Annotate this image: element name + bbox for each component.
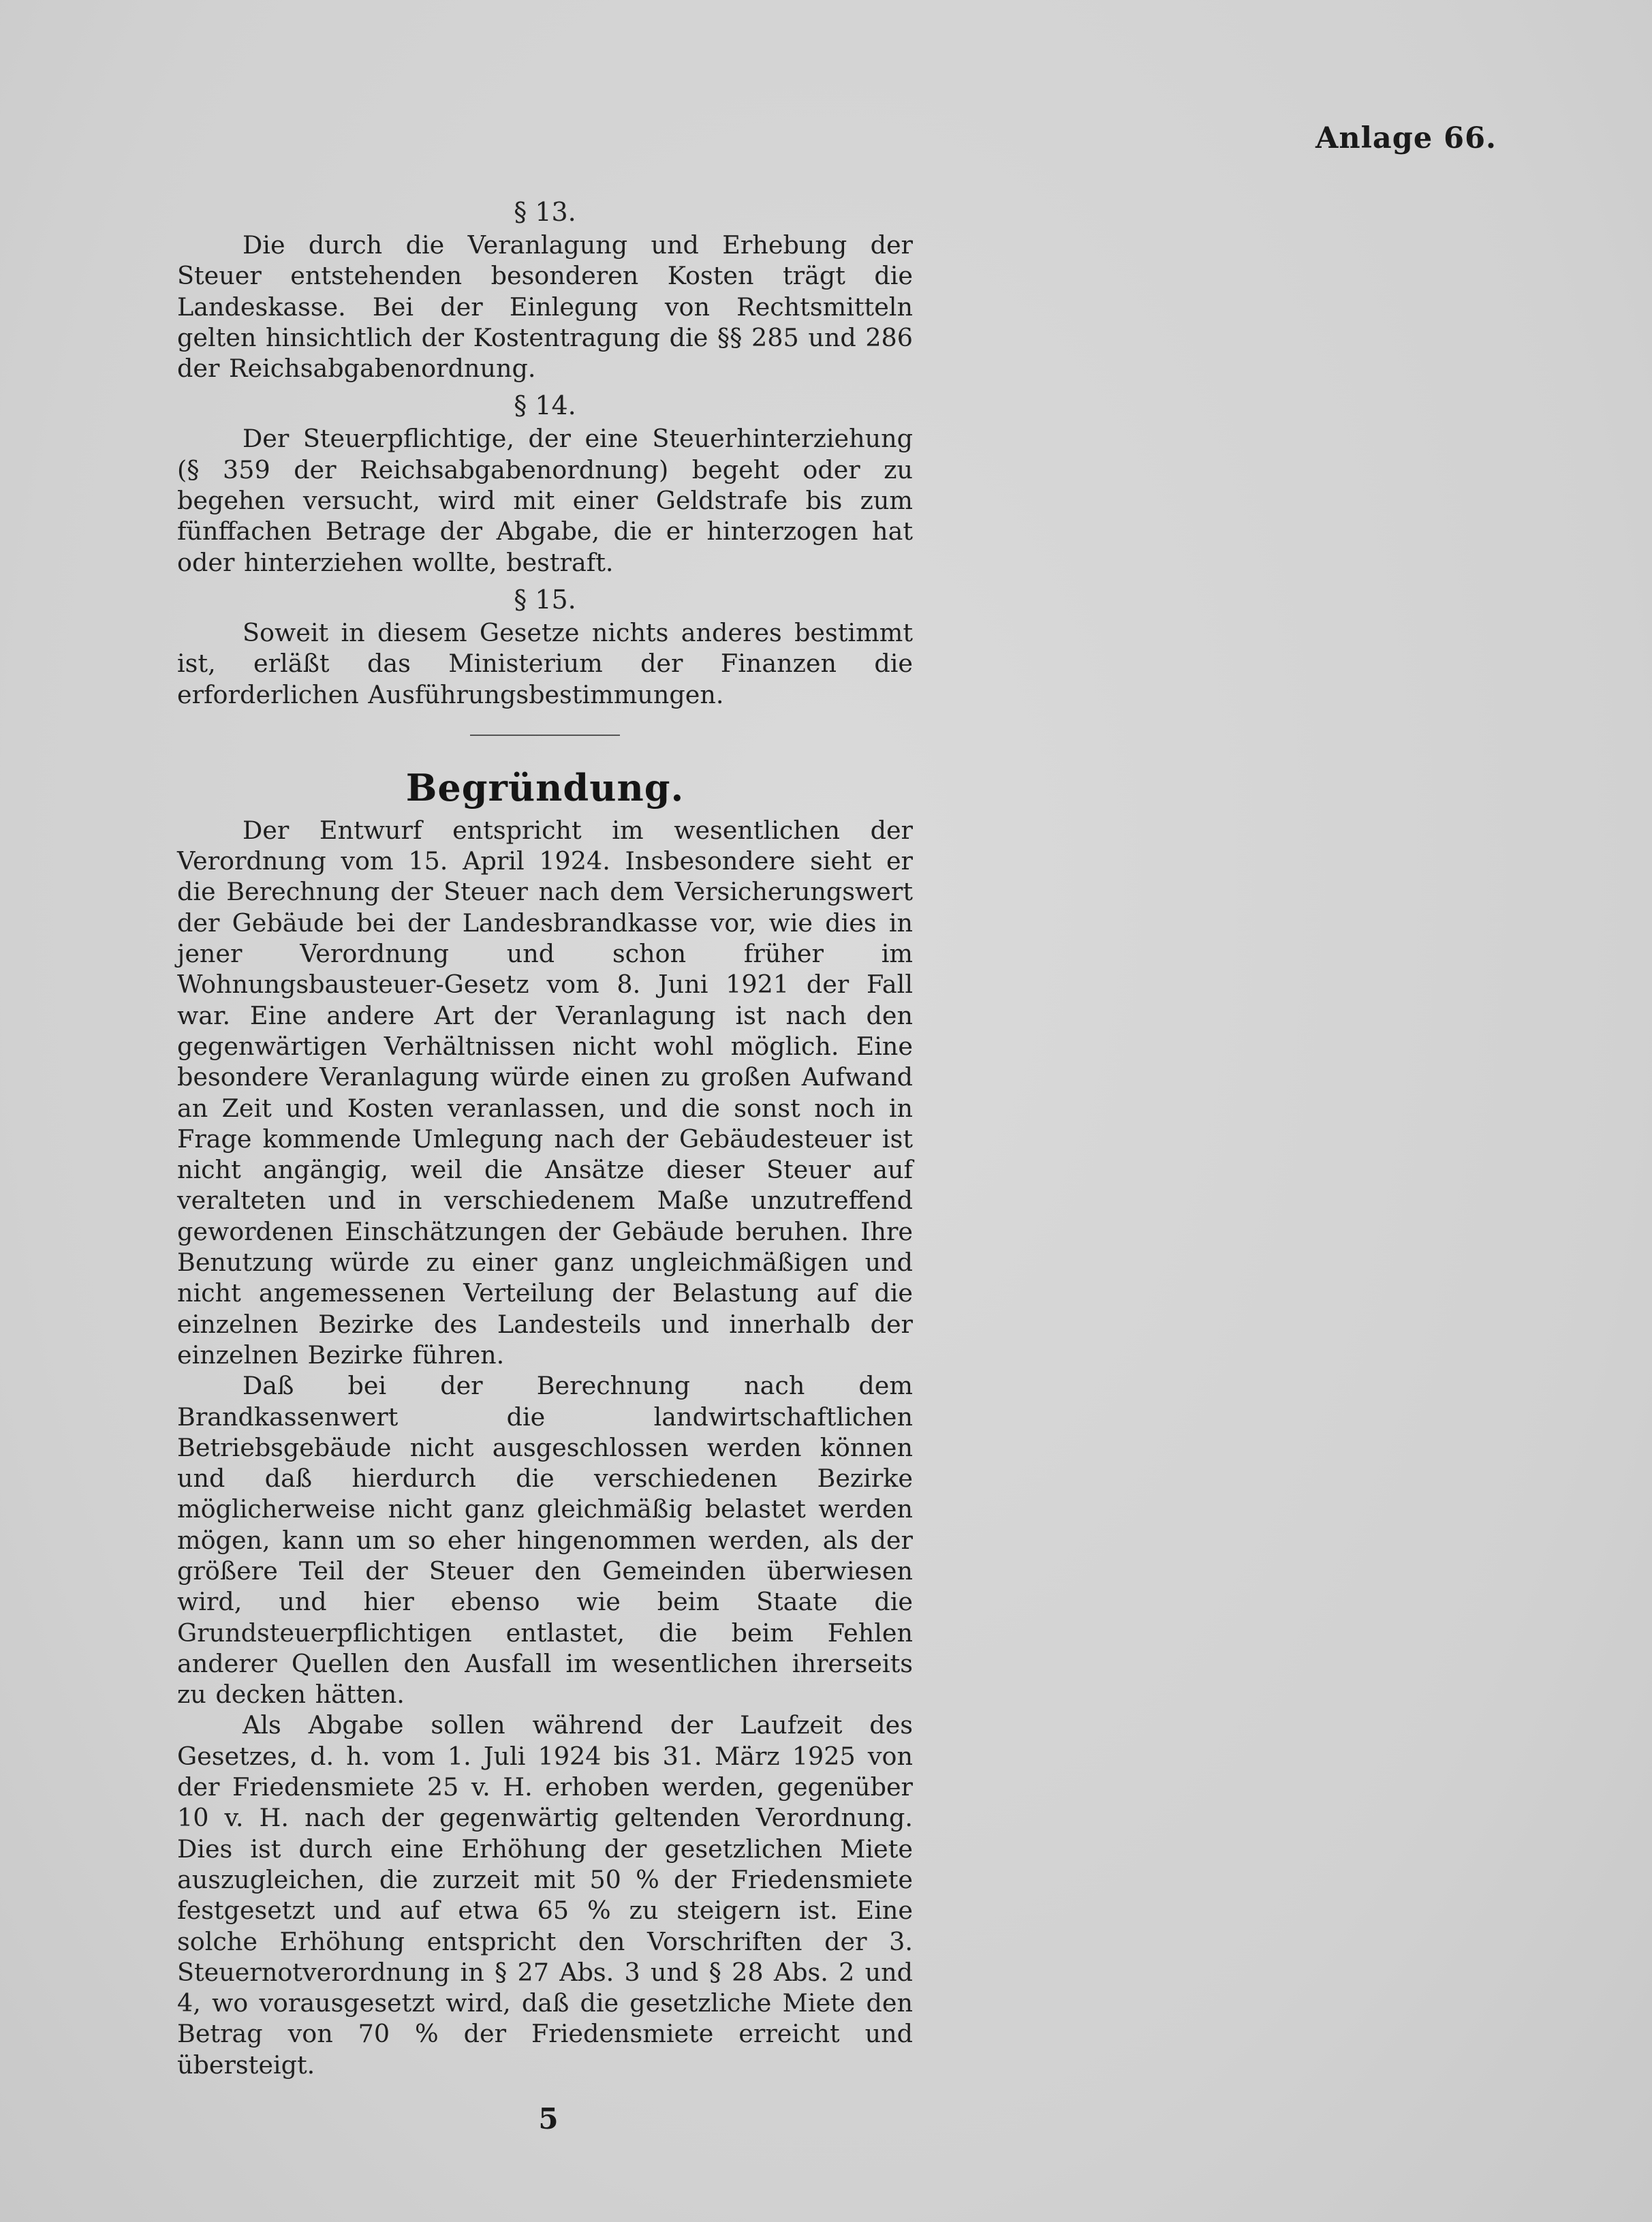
section-divider [470,735,620,736]
section-heading: § 13. [514,197,576,227]
section-heading: § 15. [514,584,576,615]
section-15 [177,582,913,710]
reasoning-paragraph: Daß bei der Berechnung nach dem Brandkassenwert die landwirtschaftlichen Betriebsgebäude nicht ausgeschlossen werden können und daß hierdurch die verschiedenen Bezirke möglicherweise nicht ganz gleichmäßig belastet werden mögen, kann um so eher hingenommen werden, als der größere Teil der Steuer den Gemeinden überwiesen wird, und hier ebenso wie beim Staate die Grundsteuerpflichtigen entlastet, die beim Fehlen anderer Quellen den Ausfall im wesentlichen ihrerseits zu decken hätten. [177,1371,913,1710]
text-column [177,194,913,2080]
section-text: Der Steuerpflichtige, der eine Steuerhinterziehung (§ 359 der Reichsabgabenordnung) begeht oder zu begehen versucht, wird mit einer Geldstrafe bis zum fünffachen Betrage der Abgabe, die er hinterzogen hat oder hinterziehen wollte, bestraft. [177,424,913,577]
page-number: 5 [538,2102,559,2135]
section-13 [177,194,913,384]
section-heading: § 14. [514,390,576,421]
reasoning-section [177,763,913,2080]
annex-label: Anlage 66. [1315,121,1497,155]
reasoning-paragraph: Der Entwurf entspricht im wesentlichen der Verordnung vom 15. April 1924. Insbesondere sieht er die Berechnung der Steuer nach dem Versicherungswert der Gebäude bei der Landesbrandkasse vor, wie dies in jener Verordnung und schon früher im Wohnungsbausteuer-Gesetz vom 8. Juni 1921 der Fall war. Eine andere Art der Veranlagung ist nach den gegenwärtigen Verhältnissen nicht wohl möglich. Eine besondere Veranlagung würde einen zu großen Aufwand an Zeit und Kosten veranlassen, und die sonst noch in Frage kommende Umlegung nach der Gebäudesteuer ist nicht angängig, weil die Ansätze dieser Steuer auf veralteten und in verschiedenem Maße unzutreffend gewordenen Einschätzungen der Gebäude beruhen. Ihre Benutzung würde zu einer ganz ungleichmäßigen und nicht angemessenen Verteilung der Belastung auf die einzelnen Bezirke des Landesteils und innerhalb der einzelnen Bezirke führen. [177,815,913,1370]
reasoning-paragraph: Als Abgabe sollen während der Laufzeit des Gesetzes, d. h. vom 1. Juli 1924 bis 31. März 1925 von der Friedensmiete 25 v. H. erhoben werden, gegenüber 10 v. H. nach der gegenwärtig geltenden Verordnung. Dies ist durch eine Erhöhung der gesetzlichen Miete auszugleichen, die zurzeit mit 50 % der Friedensmiete festgesetzt und auf etwa 65 % zu steigern ist. Eine solche Erhöhung entspricht den Vorschriften der 3. Steuernotverordnung in § 27 Abs. 3 und § 28 Abs. 2 und 4, wo vorausgesetzt wird, daß die gesetzliche Miete den Betrag von 70 % der Friedensmiete erreicht und übersteigt. [177,1710,913,2080]
section-14 [177,388,913,577]
section-text: Die durch die Veranlagung und Erhebung der Steuer entstehenden besonderen Kosten trägt die Landeskasse. Bei der Einlegung von Rechtsmitteln gelten hinsichtlich der Kostentragung die §§ 285 und 286 der Reichsabgabenordnung. [177,230,913,384]
reasoning-title: Begründung. [405,765,685,809]
section-text: Soweit in diesem Gesetze nichts anderes bestimmt ist, erläßt das Ministerium der Finanzen die erforderlichen Ausführungsbestimmungen. [177,617,913,709]
